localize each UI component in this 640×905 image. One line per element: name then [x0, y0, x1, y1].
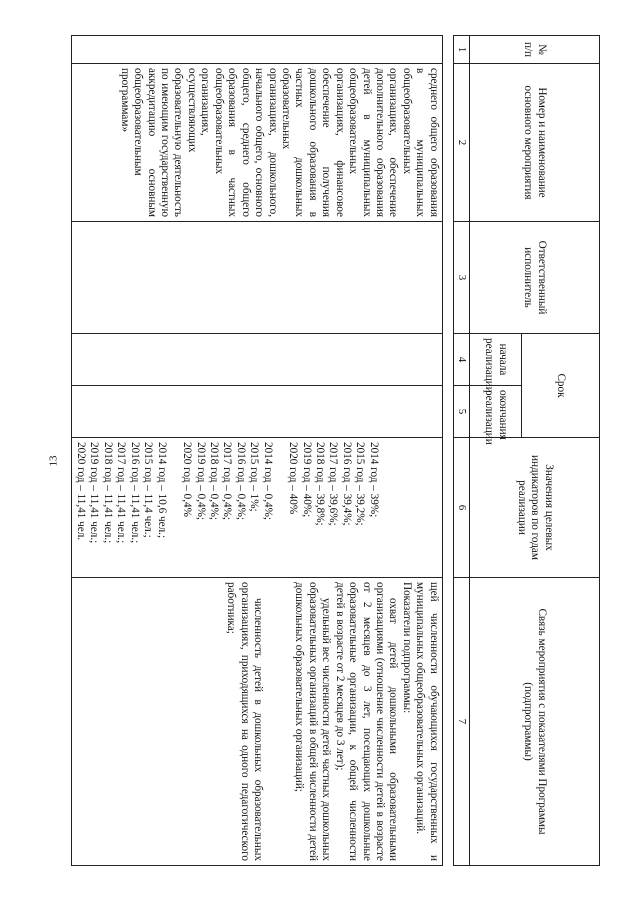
value-line: 2017 год – 11,41 чел.; [115, 442, 128, 544]
cell-num [71, 36, 442, 64]
value-line: 2014 год – 10,6 чел.; [155, 442, 168, 539]
cell-indicator-link [71, 578, 442, 866]
value-line: 2018 год – 0,4%; [208, 442, 220, 521]
value-line: 2017 год – 39,6%; [327, 442, 340, 526]
column-number-7: 7 [453, 578, 469, 866]
column-number-3: 3 [453, 222, 469, 334]
column-number-5: 5 [453, 386, 469, 438]
value-line: 2016 год – 39,4%; [340, 442, 353, 526]
header-executor: Ответственный исполнитель [470, 222, 600, 334]
link-item: охват детей дошкольными образовательными организациями (отношение численности детей в возрасте от 2 месяцев до 3 лет, посещающих дошкольные образовательные организации, к общей численности детей в возрасте от 2 месяцев до 3 лет); [333, 582, 400, 861]
header-values: Значения целевых индикаторов по годам реализации [470, 438, 600, 578]
header-num: № п/п [470, 36, 600, 64]
cell-values [71, 438, 442, 578]
column-number-6: 6 [453, 438, 469, 578]
measures-table [71, 35, 600, 866]
value-line: 2019 год – 0,4%; [194, 442, 207, 521]
column-number-4: 4 [453, 334, 469, 386]
value-line: 2015 год – 1%; [248, 442, 261, 512]
value-line: 2020 год – 11,41 чел. [75, 442, 88, 541]
cell-term-start [71, 334, 442, 386]
value-line: 2020 год – 0,4% [181, 442, 194, 517]
value-line: 2017 год – 0,4%; [221, 442, 234, 521]
cell-measure-name: среднего общего образования в муниципальных общеобразовательных организациях, обеспечение дополнительного образования детей в муниципальных общеобразовательных организациях, финансовое обеспечение получения дошкольного образования в частных дошкольных образовательных организациях, дошкольного, начального общего, основного общего, среднего общего образования в частных общеобразовательных организациях, осуществляющих образовательную деятельность по имеющим государственную аккредитацию основным общеобразовательным программам» [71, 64, 442, 222]
table-row [71, 36, 442, 866]
link-intro: щей численности обучающихся государственных и муниципальных общеобразовательных организаций. [414, 582, 440, 861]
value-line: 2015 год – 39,2%; [354, 442, 367, 526]
link-item: удельный вес численности детей частных дошкольных образовательных организаций в общей численности детей дошкольных образовательных организаций; [293, 582, 333, 861]
page-number: 13 [47, 455, 60, 467]
header-term-end: окончания реализации [470, 386, 522, 438]
value-line: 2019 год – 11,41 чел.; [88, 442, 101, 544]
value-line: 2016 год – 0,4%; [234, 442, 247, 521]
header-term: Срок [522, 334, 600, 438]
value-line: 2016 год – 11,41 чел.; [128, 442, 141, 544]
value-line: 2015 год – 11,4 чел.; [142, 442, 155, 538]
value-line: 2018 год – 39,8%; [314, 442, 327, 526]
header-name: Номер и наименование основного мероприятия [470, 64, 600, 222]
cell-term-end [71, 386, 442, 438]
value-line: 2014 год – 0,4%; [261, 442, 274, 521]
value-line: 2020 год – 40% [287, 442, 300, 515]
document-sheet [75, 35, 600, 865]
cell-executor [71, 222, 442, 334]
link-item: численность детей в дошкольных образовательных организациях, приходящихся на одного педагогического работника; [225, 582, 264, 861]
link-heading: Показатели подпрограммы: [400, 582, 413, 714]
header-link: Связь мероприятия с показателями Программы (подпрограммы) [470, 578, 600, 866]
header-term-start: начала реализации [470, 334, 522, 386]
column-number-1: 1 [453, 36, 469, 64]
value-line: 2018 год – 11,41 чел.; [101, 442, 114, 544]
value-line: 2014 год – 39%; [367, 442, 380, 518]
value-line: 2019 год – 40%; [300, 442, 313, 518]
column-number-2: 2 [453, 64, 469, 222]
